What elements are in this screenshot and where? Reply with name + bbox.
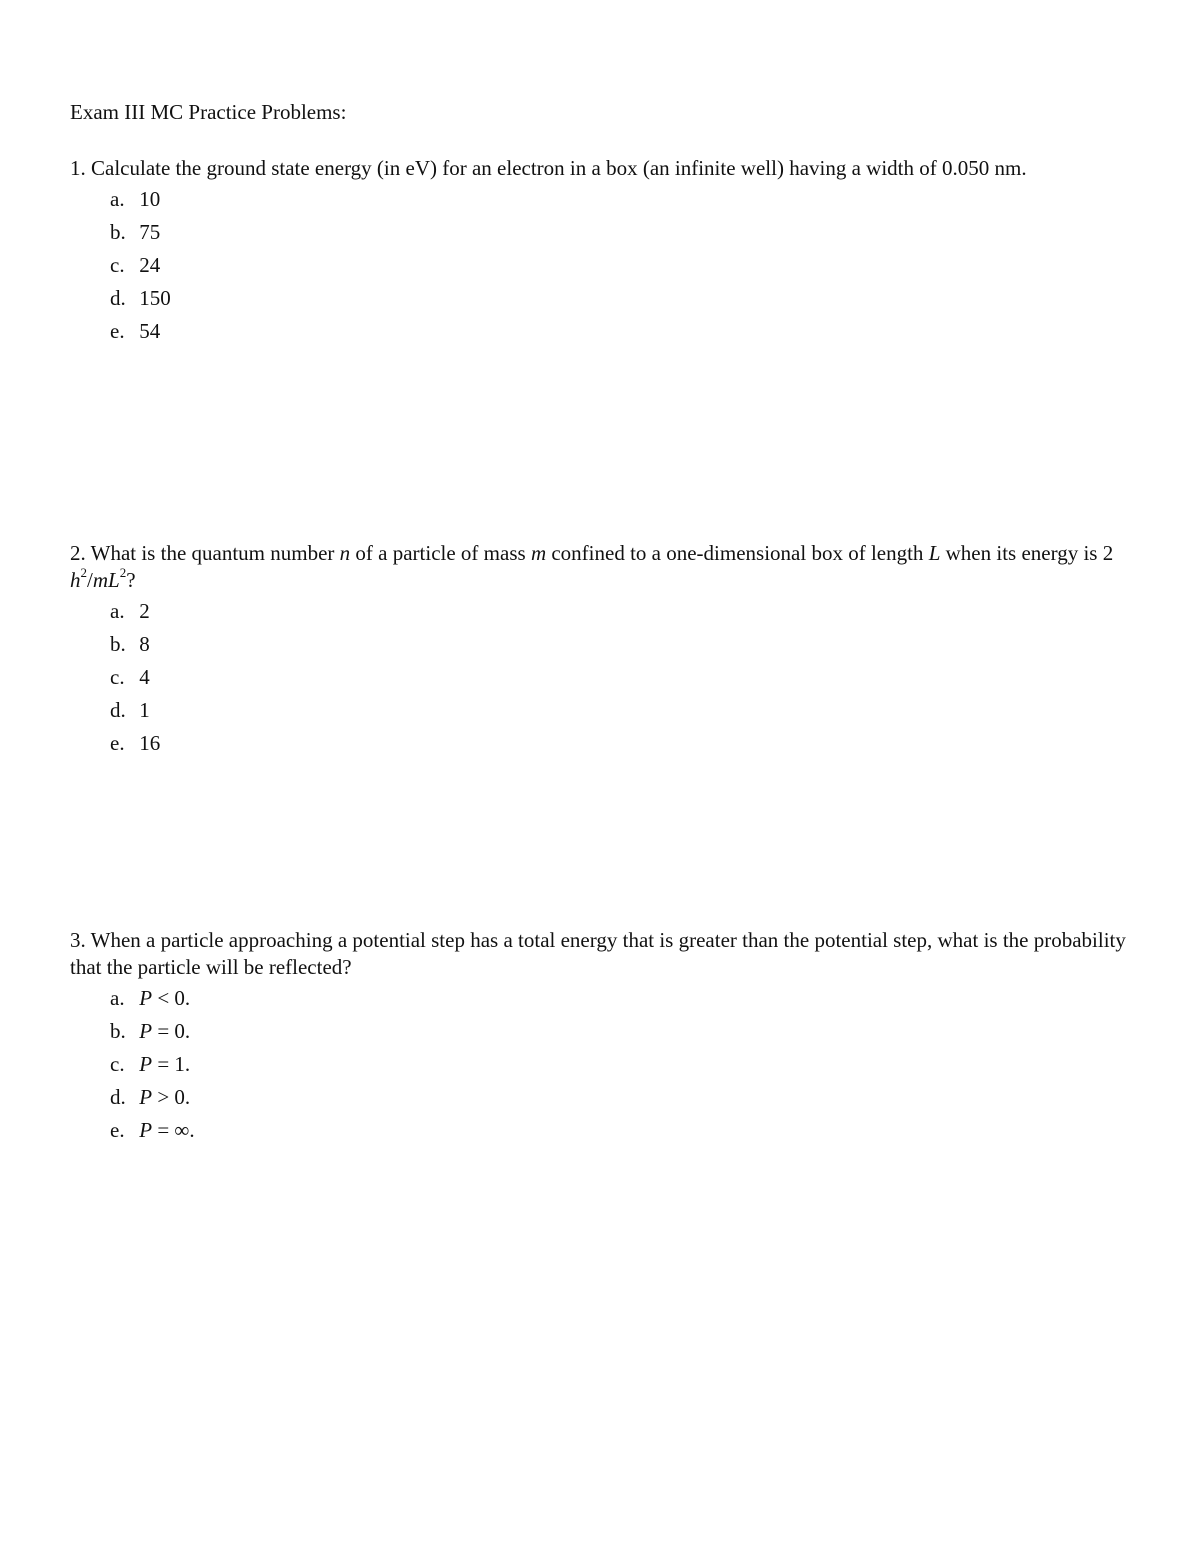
option-letter: e. [110, 1118, 125, 1142]
question-1-option-e [110, 318, 1130, 351]
variable-L: L [928, 541, 941, 565]
question-3-text [70, 927, 1130, 981]
option-value: 16 [139, 731, 161, 755]
question-1-number: 1. [70, 156, 86, 180]
option-value: 75 [139, 220, 161, 244]
question-2-prompt-part2: of a particle of mass [355, 541, 526, 565]
variable-mL: mL [92, 568, 120, 592]
option-value: 1 [139, 698, 150, 722]
variable-P: P [139, 1118, 153, 1142]
option-value: > 0. [157, 1085, 191, 1109]
question-2-number: 2. [70, 541, 86, 565]
option-letter: c. [110, 1052, 125, 1076]
question-2-option-e [110, 730, 1130, 763]
option-value: = 0. [157, 1019, 191, 1043]
option-value: 150 [139, 286, 171, 310]
question-2-prompt-part3: confined to a one-dimensional box of length [551, 541, 924, 565]
option-value: = 1. [157, 1052, 191, 1076]
exponent: 2 [119, 565, 127, 580]
question-1-option-a [110, 186, 1130, 219]
variable-h: h [70, 568, 81, 592]
option-letter: d. [110, 286, 126, 310]
question-1-options [110, 186, 1130, 351]
question-3-option-a [110, 985, 1130, 1018]
variable-P: P [139, 1019, 153, 1043]
question-2 [70, 540, 1130, 763]
option-letter: c. [110, 253, 125, 277]
option-letter: b. [110, 1019, 126, 1043]
option-letter: d. [110, 698, 126, 722]
question-3-prompt: When a particle approaching a potential step has a total energy that is greater than the potential step, what is the probability that the particle will be reflected? [70, 928, 1126, 979]
option-letter: b. [110, 632, 126, 656]
question-3-option-b [110, 1018, 1130, 1051]
question-1-option-c [110, 252, 1130, 285]
question-2-option-a [110, 598, 1130, 631]
option-letter: a. [110, 599, 125, 623]
page-title: Exam III MC Practice Problems: [70, 100, 347, 124]
question-3-option-d [110, 1084, 1130, 1117]
question-2-options [110, 598, 1130, 763]
variable-P: P [139, 986, 153, 1010]
option-letter: d. [110, 1085, 126, 1109]
question-2-prompt-part4: when its energy is 2 [945, 541, 1114, 565]
option-value: 24 [139, 253, 161, 277]
question-3-option-e [110, 1117, 1130, 1150]
question-2-option-d [110, 697, 1130, 730]
question-3 [70, 927, 1130, 1150]
variable-P: P [139, 1085, 153, 1109]
option-value: = ∞. [157, 1118, 195, 1142]
option-letter: c. [110, 665, 125, 689]
question-2-option-c [110, 664, 1130, 697]
option-letter: b. [110, 220, 126, 244]
exponent: 2 [80, 565, 87, 580]
fraction-slash: / [87, 568, 93, 592]
variable-n: n [339, 541, 351, 565]
option-letter: a. [110, 187, 125, 211]
question-1-option-d [110, 285, 1130, 318]
option-value: 10 [139, 187, 161, 211]
question-1-option-b [110, 219, 1130, 252]
question-3-options [110, 985, 1130, 1150]
question-2-option-b [110, 631, 1130, 664]
option-letter: e. [110, 731, 125, 755]
question-3-number: 3. [70, 928, 86, 952]
question-1 [70, 155, 1130, 351]
option-letter: a. [110, 986, 125, 1010]
question-1-text [70, 155, 1130, 182]
option-value: 8 [139, 632, 150, 656]
question-1-prompt: Calculate the ground state energy (in eV) for an electron in a box (an infinite well) having a width of 0.050 nm. [91, 156, 1027, 180]
variable-P: P [139, 1052, 153, 1076]
option-value: 54 [139, 319, 161, 343]
option-value: < 0. [157, 986, 191, 1010]
question-2-text [70, 540, 1130, 594]
question-3-option-c [110, 1051, 1130, 1084]
variable-m: m [530, 541, 547, 565]
question-mark: ? [126, 568, 136, 592]
option-letter: e. [110, 319, 125, 343]
option-value: 2 [139, 599, 150, 623]
option-value: 4 [139, 665, 150, 689]
question-2-prompt-part1: What is the quantum number [90, 541, 335, 565]
